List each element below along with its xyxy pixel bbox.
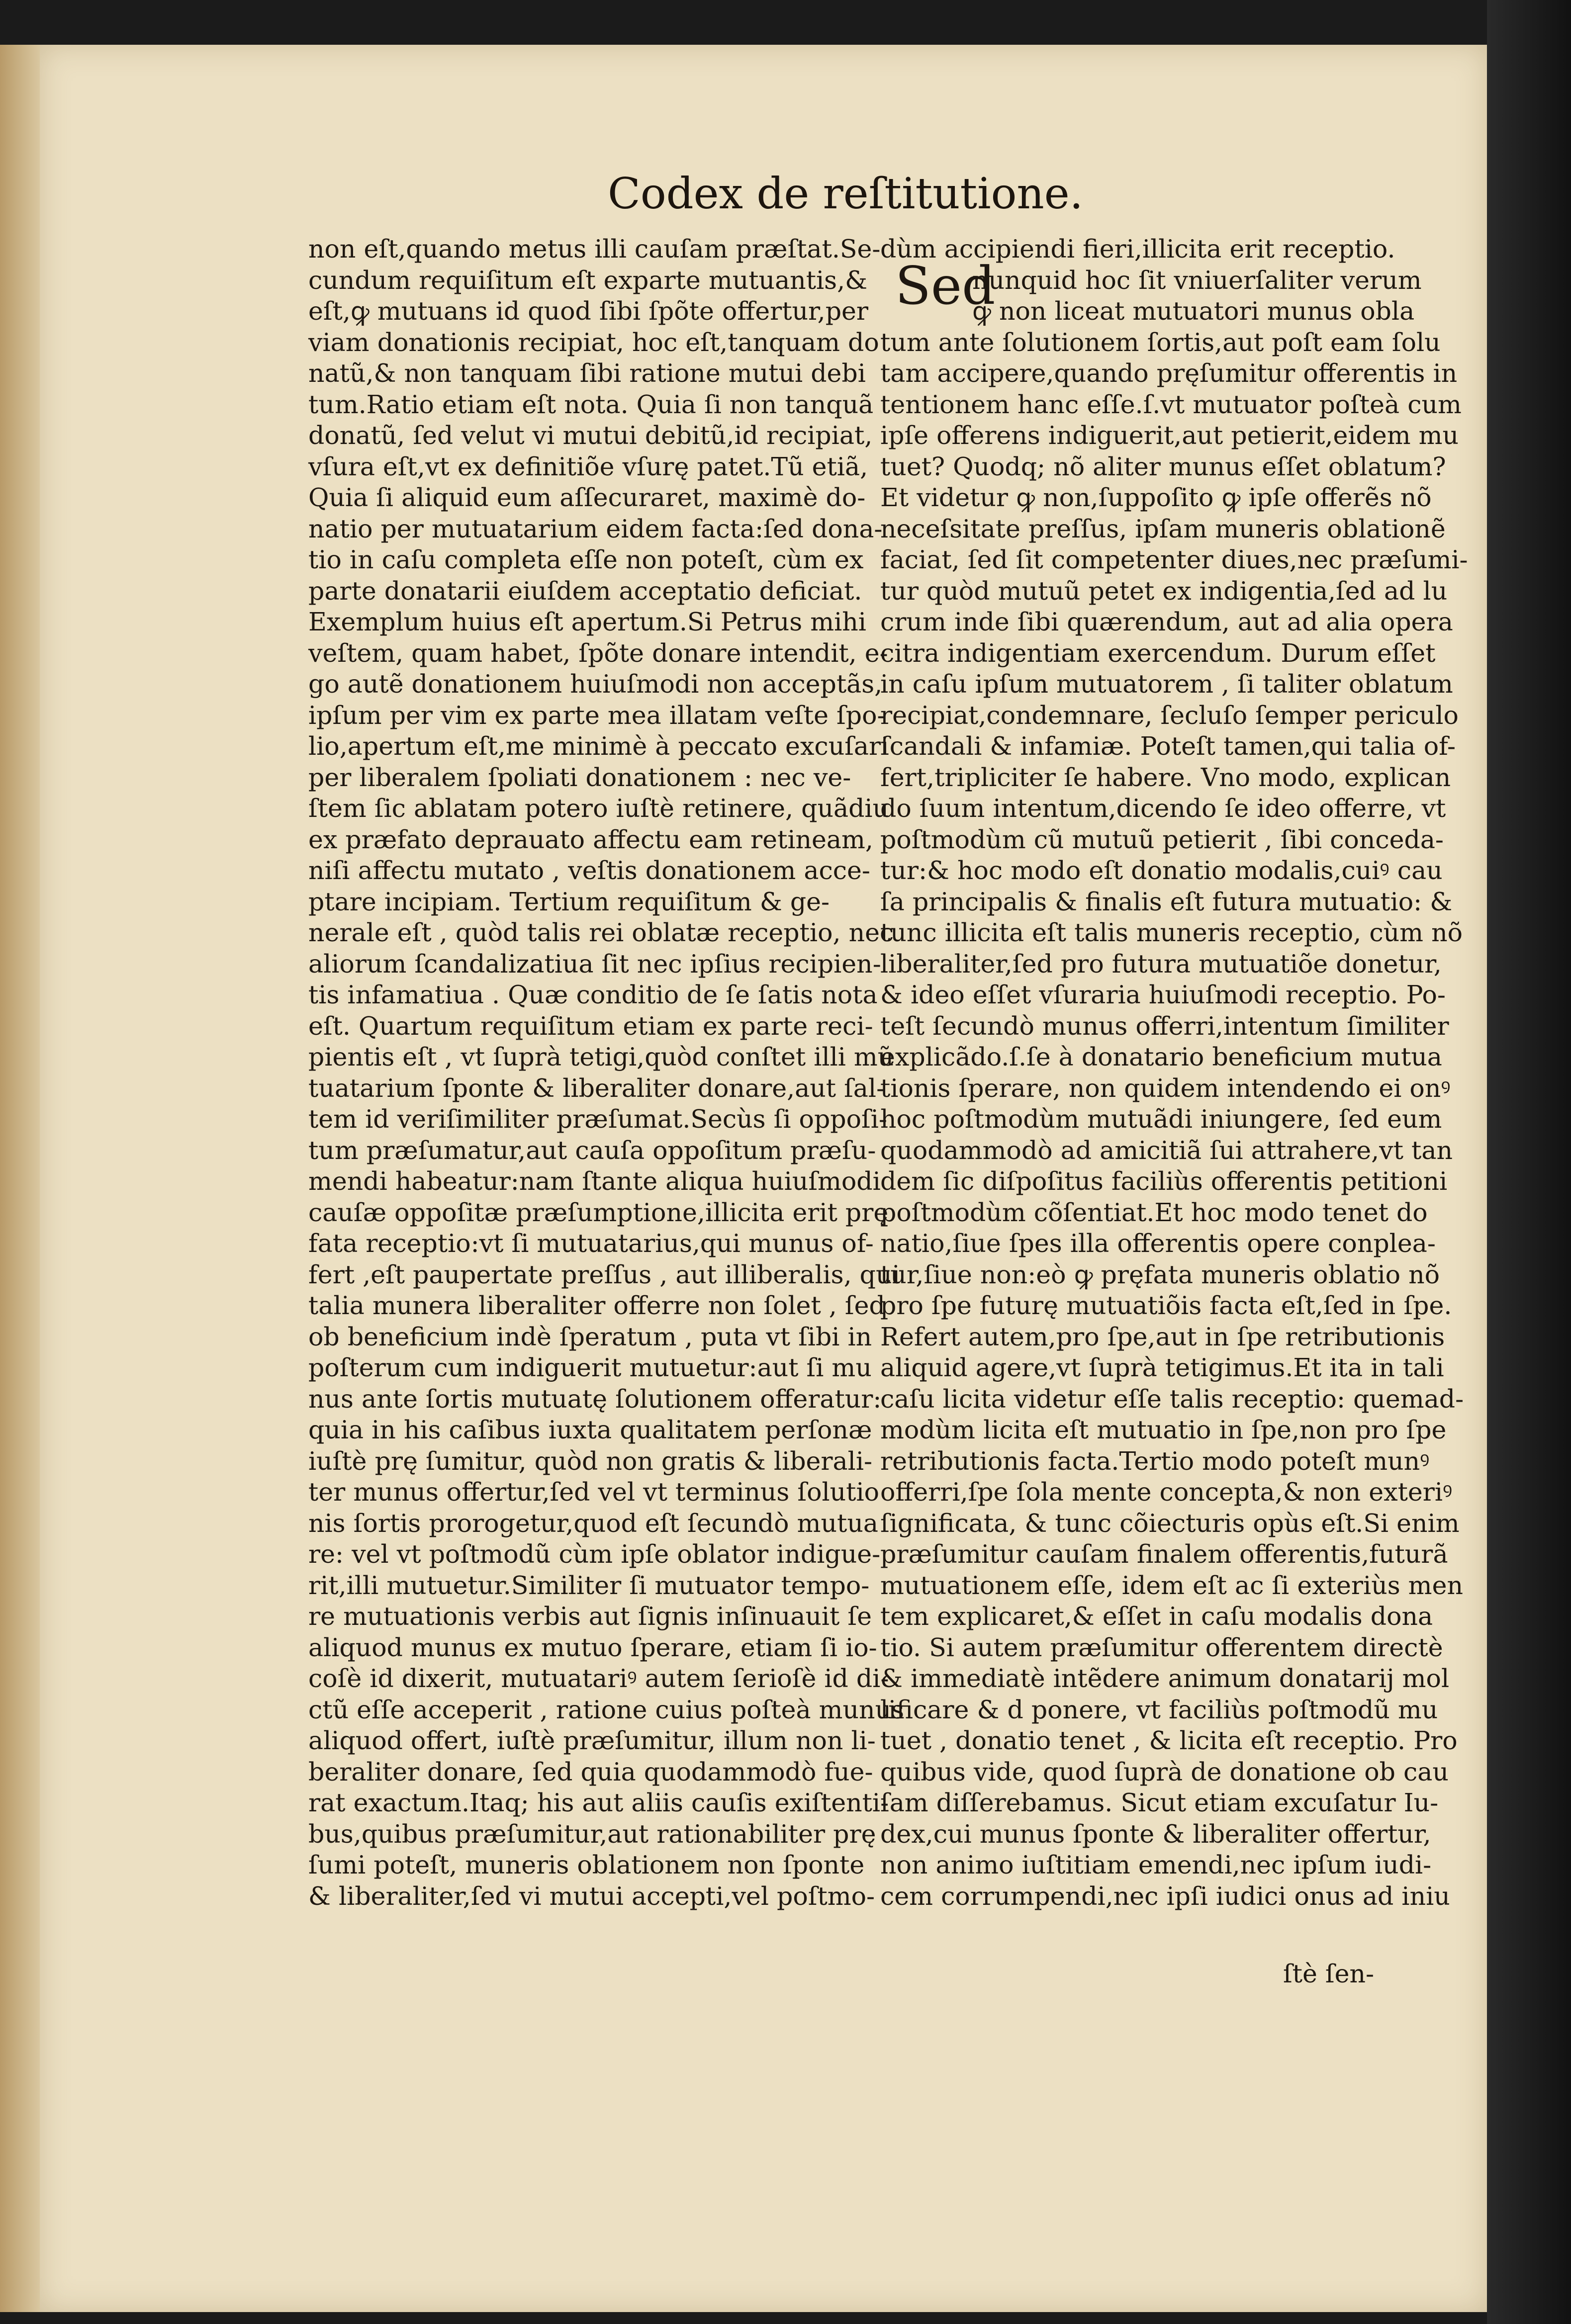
left-text-column bbox=[308, 234, 905, 1912]
text-line: tum ante ſolutionem ſortis,aut poſt eam ſolu bbox=[880, 327, 1441, 357]
text-line: quibus vide, quod ſuprà de donatione ob cau bbox=[880, 1757, 1449, 1787]
text-line: ob beneficium indè ſperatum , puta vt ſibi in bbox=[308, 1322, 872, 1351]
text-line: teſt ſecundò munus offerri,intentum ſimiliter bbox=[880, 1011, 1449, 1041]
text-line: & immediatè intẽdere animum donatarij mol bbox=[880, 1664, 1450, 1693]
text-line: tio. Si autem præſumitur offerentem directè bbox=[880, 1632, 1443, 1662]
text-line: ter munus offertur,ſed vel vt terminus ſolutio bbox=[308, 1477, 880, 1507]
text-line: ipſum per vim ex parte mea illatam veſte ſpo- bbox=[308, 700, 886, 730]
text-line: rat exactum.Itaq; his aut aliis cauſis exiſtenti- bbox=[308, 1788, 889, 1817]
text-line: ex præfato deprauato affectu eam retineam, bbox=[308, 824, 873, 854]
right-text-column bbox=[880, 234, 1468, 1912]
text-line: poſterum cum indiguerit mutuetur:aut ſi mu bbox=[308, 1353, 872, 1382]
text-line: parte donatarii eiuſdem acceptatio deficiat. bbox=[308, 576, 862, 606]
text-line: do ſuum intentum,dicendo ſe ideo offerre, vt bbox=[880, 794, 1446, 823]
text-line: tur,ſiue non:eò ꝙ pręfata muneris oblatio nõ bbox=[880, 1259, 1440, 1289]
text-line: pro ſpe futurę mutuatiõis facta eſt,ſed in ſpe. bbox=[880, 1291, 1452, 1320]
text-line: Refert autem,pro ſpe,aut in ſpe retributionis bbox=[880, 1322, 1445, 1351]
text-line: lio,apertum eſt,me minimè à peccato excuſari bbox=[308, 731, 889, 761]
text-line: re: vel vt poſtmodũ cùm ipſe oblator indigue- bbox=[308, 1539, 881, 1569]
text-line: talia munera liberaliter offerre non ſolet , ſed bbox=[308, 1291, 885, 1320]
text-line: re mutuationis verbis aut ſignis inſinuauit ſe bbox=[308, 1602, 872, 1631]
text-line: donatũ, ſed velut vi mutui debitũ,id recipiat, bbox=[308, 421, 873, 450]
text-line: niſi affectu mutato , veſtis donationem acce- bbox=[308, 856, 870, 885]
text-line: quodammodò ad amicitiã ſui attrahere,vt tan bbox=[880, 1135, 1453, 1165]
text-line: cem corrumpendi,nec ipſi iudici onus ad iniu bbox=[880, 1881, 1450, 1911]
text-line: go autẽ donationem huiuſmodi non acceptãs, bbox=[308, 669, 883, 699]
text-line: Et videtur ꝙ non,ſuppoſito ꝙ ipſe offerẽs nõ bbox=[880, 483, 1432, 512]
text-line: rit,illi mutuetur.Similiter ſi mutuator tempo- bbox=[308, 1570, 870, 1600]
text-line: aliquid agere,vt ſuprà tetigimus.Et ita in tali bbox=[880, 1353, 1444, 1382]
text-line: citra indigentiam exercendum. Durum eſſet bbox=[880, 638, 1436, 668]
catchword: ſtè ſen- bbox=[1283, 1959, 1375, 1988]
text-line: tentionem hanc eſſe.ſ.vt mutuator poſteà cum bbox=[880, 389, 1462, 419]
text-line: tio in caſu completa eſſe non poteſt, cùm ex bbox=[308, 545, 864, 574]
text-line: tum præſumatur,aut cauſa oppoſitum præſu- bbox=[308, 1135, 876, 1165]
text-line: mendi habeatur:nam ſtante aliqua huiuſmodi bbox=[308, 1166, 881, 1196]
text-line: recipiat,condemnare, ſecluſo ſemper periculo bbox=[880, 700, 1459, 730]
text-line: pientis eſt , vt ſuprà tetigi,quòd conſtet illi mũ bbox=[308, 1042, 894, 1072]
text-line: quia in his caſibus iuxta qualitatem perſonæ bbox=[308, 1415, 872, 1444]
text-line: tuet? Quodq; nõ aliter munus eſſet oblatum? bbox=[880, 451, 1446, 481]
text-line: cundum requiſitum eſt exparte mutuantis,& bbox=[308, 265, 868, 295]
text-line: ipſe offerens indiguerit,aut petierit,eidem mu bbox=[880, 421, 1459, 450]
text-line: præſumitur cauſam finalem offerentis,futurã bbox=[880, 1539, 1448, 1569]
text-line: nus ante ſortis mutuatę ſolutionem offeratur: bbox=[308, 1384, 882, 1414]
text-line: crum inde ſibi quærendum, aut ad alia opera bbox=[880, 607, 1453, 636]
text-line: non animo iuſtitiam emendi,nec ipſum iudi- bbox=[880, 1850, 1432, 1879]
text-line: natũ,& non tanquam ſibi ratione mutui debi bbox=[308, 358, 866, 388]
text-line: viam donationis recipiat, hoc eſt,tanquam do bbox=[308, 327, 879, 357]
text-line: poſtmodùm cũ mutuũ petierit , ſibi conceda- bbox=[880, 824, 1444, 854]
text-line: eſt. Quartum requiſitum etiam ex parte reci- bbox=[308, 1011, 873, 1041]
text-line: & ideo eſſet vſuraria huiuſmodi receptio. Po- bbox=[880, 980, 1446, 1009]
text-line: Quia ſi aliquid eum aſſecuraret, maximè do- bbox=[308, 483, 866, 512]
text-line: non eſt,quando metus illi cauſam præſtat.Se- bbox=[308, 234, 881, 264]
text-line: tuet , donatio tenet , & licita eſt receptio. Pro bbox=[880, 1726, 1458, 1755]
text-line: cauſæ oppoſitæ præſumptione,illicita erit prę bbox=[308, 1197, 889, 1227]
text-line: offerri,ſpe ſola mente concepta,& non exteriꝰ bbox=[880, 1477, 1453, 1507]
text-line: coſè id dixerit, mutuatariꝰ autem ſerioſè id di- bbox=[308, 1664, 889, 1693]
text-line: nerale eſt , quòd talis rei oblatæ receptio, nec bbox=[308, 918, 894, 947]
text-line: natio per mutuatarium eidem facta:ſed dona- bbox=[308, 514, 883, 543]
text-line: in caſu ipſum mutuatorem , ſi taliter oblatum bbox=[880, 669, 1453, 699]
text-line: ſcandali & infamiæ. Poteſt tamen,qui talia of- bbox=[880, 731, 1456, 761]
text-line: iuſtè prę ſumitur, quòd non gratis & liberali- bbox=[308, 1446, 873, 1476]
text-line: tuatarium ſponte & liberaliter donare,aut ſal- bbox=[308, 1073, 885, 1103]
text-line: dem ſic diſpoſitus faciliùs offerentis petitioni bbox=[880, 1166, 1448, 1196]
text-line: caſu licita videtur eſſe talis receptio: quemad- bbox=[880, 1384, 1464, 1414]
text-line: ſam diſſerebamus. Sicut etiam excuſatur Iu- bbox=[880, 1788, 1439, 1817]
text-line: faciat, ſed ſit competenter diues,nec præſumi- bbox=[880, 545, 1468, 574]
text-line: tam accipere,quando pręſumitur offerentis in bbox=[880, 358, 1458, 388]
text-line: ſumi poteſt, muneris oblationem non ſponte bbox=[308, 1850, 865, 1879]
drop-capital: Sed bbox=[895, 255, 996, 316]
book-background bbox=[1487, 0, 1571, 2324]
text-line: aliquod offert, iuſtè præſumitur, illum non li- bbox=[308, 1726, 876, 1755]
text-line: tunc illicita eſt talis muneris receptio, cùm nõ bbox=[880, 918, 1463, 947]
text-line: ſtem ſic ablatam potero iuſtè retinere, quãdiu bbox=[308, 794, 889, 823]
text-line: veſtem, quam habet, ſpõte donare intendit, e- bbox=[308, 638, 888, 668]
text-line: natio,ſiue ſpes illa offerentis opere conplea- bbox=[880, 1229, 1436, 1258]
text-line: fata receptio:vt ſi mutuatarius,qui munus of- bbox=[308, 1229, 874, 1258]
dropcap-line bbox=[880, 296, 1417, 327]
text-line: dùm accipiendi fieri,illicita erit receptio. bbox=[880, 234, 1395, 264]
text-line: tem explicaret,& eſſet in caſu modalis dona bbox=[880, 1602, 1433, 1631]
text-line: per liberalem ſpoliati donationem : nec ve- bbox=[308, 762, 851, 792]
text-line: modùm licita eſt mutuatio in ſpe,non pro ſpe bbox=[880, 1415, 1447, 1444]
text-line: eſt,ꝙ mutuans id quod ſibi ſpõte offertur,per bbox=[308, 296, 869, 326]
text-line: dex,cui munus ſponte & liberaliter offertur, bbox=[880, 1819, 1431, 1849]
running-header: Codex de reſtitutione. bbox=[608, 169, 1083, 219]
text-line: tem id veriſimiliter præſumat.Secùs ſi oppoſi- bbox=[308, 1104, 887, 1134]
text-line: ꝙ non liceat mutuatori munus obla bbox=[972, 296, 1415, 326]
text-line: & liberaliter,ſed vi mutui accepti,vel poſtmo- bbox=[308, 1881, 875, 1911]
text-line: hoc poſtmodùm mutuãdi iniungere, ſed eum bbox=[880, 1104, 1442, 1134]
text-line: nunquid hoc ſit vniuerſaliter verum bbox=[972, 265, 1422, 295]
text-line: beraliter donare, ſed quia quodammodò fue- bbox=[308, 1757, 873, 1787]
text-line: Exemplum huius eſt apertum.Si Petrus mihi bbox=[308, 607, 866, 636]
text-line: ptare incipiam. Tertium requiſitum & ge- bbox=[308, 887, 830, 916]
text-line: tionis ſperare, non quidem intendendo ei onꝰ bbox=[880, 1073, 1451, 1103]
page-edge bbox=[0, 45, 40, 2312]
text-line: bus,quibus præſumitur,aut rationabiliter prę bbox=[308, 1819, 876, 1849]
text-line: liberaliter,ſed pro futura mutuatiõe donetur, bbox=[880, 949, 1442, 979]
text-line: ſignificata, & tunc cõiecturis opùs eſt.Si enim bbox=[880, 1508, 1460, 1538]
text-line: vſura eſt,vt ex definitiõe vſurę patet.Tũ etiã, bbox=[308, 451, 868, 481]
text-line: tis infamatiua . Quæ conditio de ſe ſatis nota bbox=[308, 980, 878, 1009]
text-line: aliquod munus ex mutuo ſperare, etiam ſi io- bbox=[308, 1632, 877, 1662]
text-line: mutuationem eſſe, idem eſt ac ſi exteriùs men bbox=[880, 1570, 1463, 1600]
text-line: neceſsitate preſſus, ipſam muneris oblationẽ bbox=[880, 514, 1446, 543]
text-line: ctũ eſſe acceperit , ratione cuius poſteà munus bbox=[308, 1695, 905, 1724]
text-line: ſa principalis & finalis eſt futura mutuatio: & bbox=[880, 887, 1453, 916]
text-line: tum.Ratio etiam eſt nota. Quia ſi non tanquã bbox=[308, 389, 874, 419]
text-line: aliorum ſcandalizatiua ſit nec ipſius recipien- bbox=[308, 949, 881, 979]
text-line: tur:& hoc modo eſt donatio modalis,cuiꝰ cau bbox=[880, 856, 1443, 885]
text-line: poſtmodùm cõſentiat.Et hoc modo tenet do bbox=[880, 1197, 1428, 1227]
text-line: nis ſortis prorogetur,quod eſt ſecundò mutua bbox=[308, 1508, 878, 1538]
text-line: fert ,eſt paupertate preſſus , aut illiberalis, qui bbox=[308, 1259, 900, 1289]
text-line: retributionis facta.Tertio modo poteſt munꝰ bbox=[880, 1446, 1430, 1476]
text-line: lificare & d ponere, vt faciliùs poſtmodũ mu bbox=[880, 1695, 1438, 1724]
text-line: tur quòd mutuũ petet ex indigentia,ſed ad lu bbox=[880, 576, 1448, 606]
text-line: explicãdo.ſ.ſe à donatario beneficium mutua bbox=[880, 1042, 1442, 1072]
text-line: fert,tripliciter ſe habere. Vno modo, explican bbox=[880, 762, 1451, 792]
